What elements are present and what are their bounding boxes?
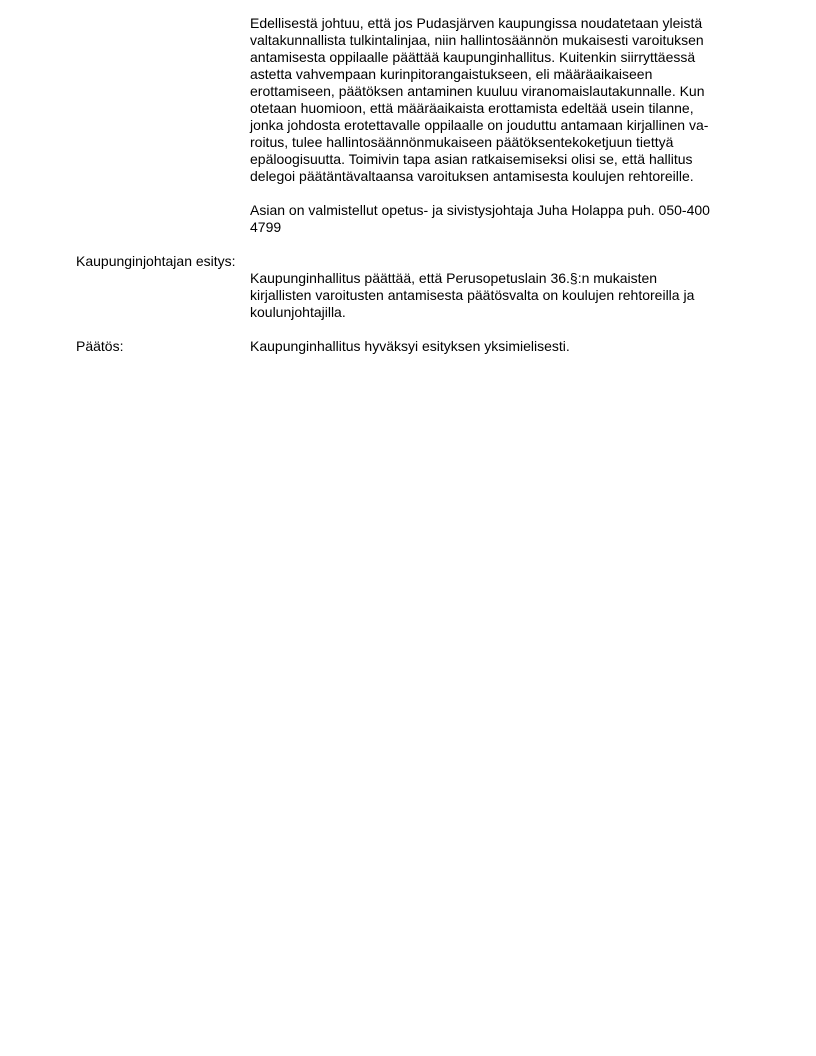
paragraph-line: Edellisestä johtuu, että jos Pudasjärven kaupungissa noudatetaan yleistä	[250, 15, 703, 31]
background-paragraph	[250, 15, 708, 185]
preparer-paragraph	[250, 202, 710, 236]
proposal-label: Kaupunginjohtajan esitys:	[76, 253, 236, 269]
paragraph-line: 4799	[250, 219, 282, 235]
paragraph-line: kirjallisten varoitusten antamisesta päätösvalta on koulujen rehtoreilla ja	[250, 287, 695, 303]
paragraph-line: Asian on valmistellut opetus- ja sivistysjohtaja Juha Holappa puh. 050-400	[250, 202, 710, 218]
paragraph-line: antamisesta oppilaalle päättää kaupunginhallitus. Kuitenkin siirryttäessä	[250, 49, 696, 65]
paragraph-line: astetta vahvempaan kurinpitorangaistukseen, eli määräaikaiseen	[250, 66, 653, 82]
paragraph-line: otetaan huomioon, että määräaikaista erottamista edeltää usein tilanne,	[250, 100, 694, 116]
paragraph-line: roitus, tulee hallintosäännönmukaiseen päätöksentekoketjuun tiettyä	[250, 134, 674, 150]
paragraph-line: erottamiseen, päätöksen antaminen kuuluu viranomaislautakunnalle. Kun	[250, 83, 705, 99]
paragraph-line: Kaupunginhallitus päättää, että Perusopetuslain 36.§:n mukaisten	[250, 270, 658, 286]
paragraph-line: delegoi päätäntävaltaansa varoituksen antamisesta koulujen rehtoreille.	[250, 168, 694, 184]
paragraph-line: valtakunnallista tulkintalinjaa, niin hallintosäännön mukaisesti varoituksen	[250, 32, 704, 48]
paragraph-line: jonka johdosta erotettavalle oppilaalle on jouduttu antamaan kirjallinen va-	[250, 117, 709, 133]
paragraph-line: epäloogisuutta. Toimivin tapa asian ratkaisemiseksi olisi se, että hallitus	[250, 151, 693, 167]
decision-label: Päätös:	[76, 338, 124, 354]
decision-text: Kaupunginhallitus hyväksyi esityksen yksimielisesti.	[250, 338, 570, 354]
proposal-paragraph	[250, 270, 694, 321]
paragraph-line: koulunjohtajilla.	[250, 304, 346, 320]
